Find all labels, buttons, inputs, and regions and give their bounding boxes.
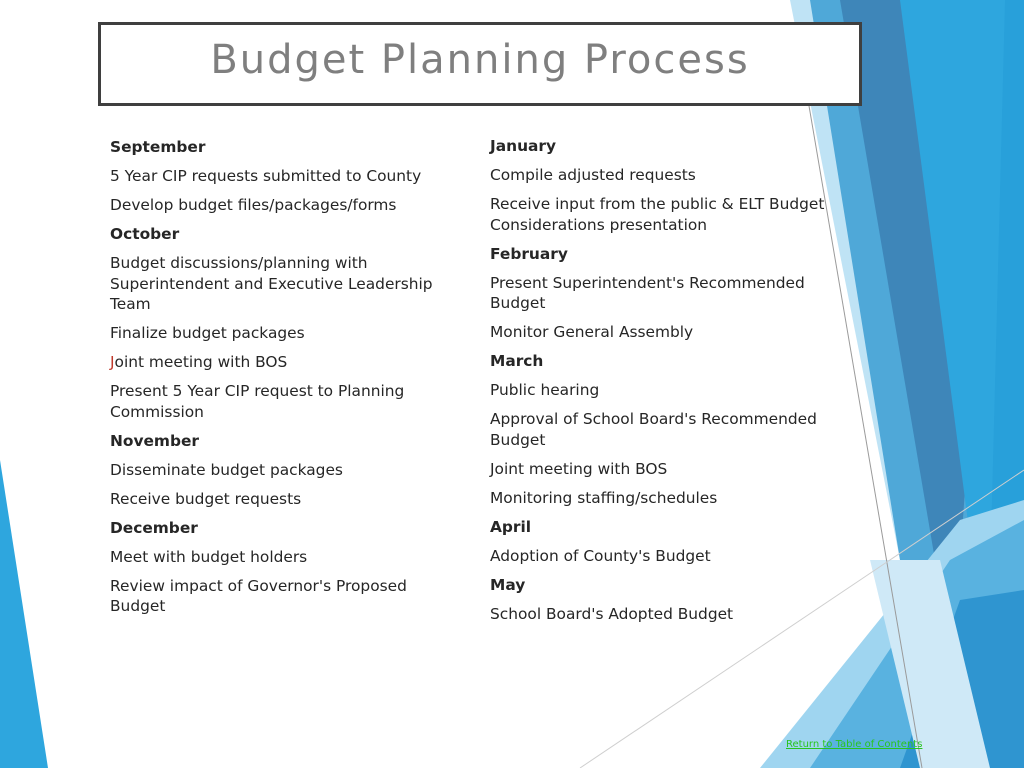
schedule-item: Receive budget requests [110, 489, 302, 508]
month-heading: March [490, 352, 544, 370]
schedule-item: School Board's Adopted Budget [490, 604, 734, 623]
schedule-item: Present 5 Year CIP request to Planning Commission [110, 382, 405, 421]
schedule-item: Review impact of Governor's Proposed Budget [110, 576, 407, 615]
schedule-item: Develop budget files/packages/forms [110, 196, 397, 214]
schedule-item: Monitoring staffing/schedules [490, 488, 718, 507]
month-heading: January [490, 137, 557, 155]
schedule-item: Budget discussions/planning with Superintendent and Executive Leadership Team [110, 254, 433, 313]
red-initial: J [110, 353, 115, 371]
month-heading: May [490, 575, 526, 594]
schedule-item: Finalize budget packages [110, 324, 305, 342]
schedule-item: 5 Year CIP requests submitted to County [110, 167, 422, 185]
schedule-item: Present Superintendent's Recommended Budget [490, 273, 805, 312]
schedule-item: Joint meeting with BOS [110, 353, 288, 371]
schedule-item: Approval of School Board's Recommended Budget [490, 410, 817, 449]
schedule-item: Public hearing [490, 381, 600, 399]
schedule-item: Disseminate budget packages [110, 460, 343, 479]
title-box [98, 22, 862, 106]
right-column [490, 136, 842, 633]
month-heading: October [110, 225, 180, 243]
month-heading: November [110, 431, 200, 450]
left-blue-shape [0, 460, 48, 768]
month-heading: April [490, 517, 532, 536]
schedule-item: Compile adjusted requests [490, 166, 696, 184]
schedule-item: Adoption of County's Budget [490, 546, 711, 565]
left-column [110, 137, 460, 625]
schedule-item: Monitor General Assembly [490, 323, 694, 341]
return-to-toc-link[interactable]: Return to Table of Contents [786, 739, 923, 750]
schedule-item: Receive input from the public & ELT Budget Considerations presentation [490, 195, 825, 234]
month-heading: September [110, 138, 206, 156]
schedule-item: Meet with budget holders [110, 547, 308, 566]
month-heading: December [110, 518, 198, 537]
schedule-item: Joint meeting with BOS [490, 459, 668, 478]
month-heading: February [490, 244, 568, 263]
page-title: Budget Planning Process [210, 37, 750, 83]
